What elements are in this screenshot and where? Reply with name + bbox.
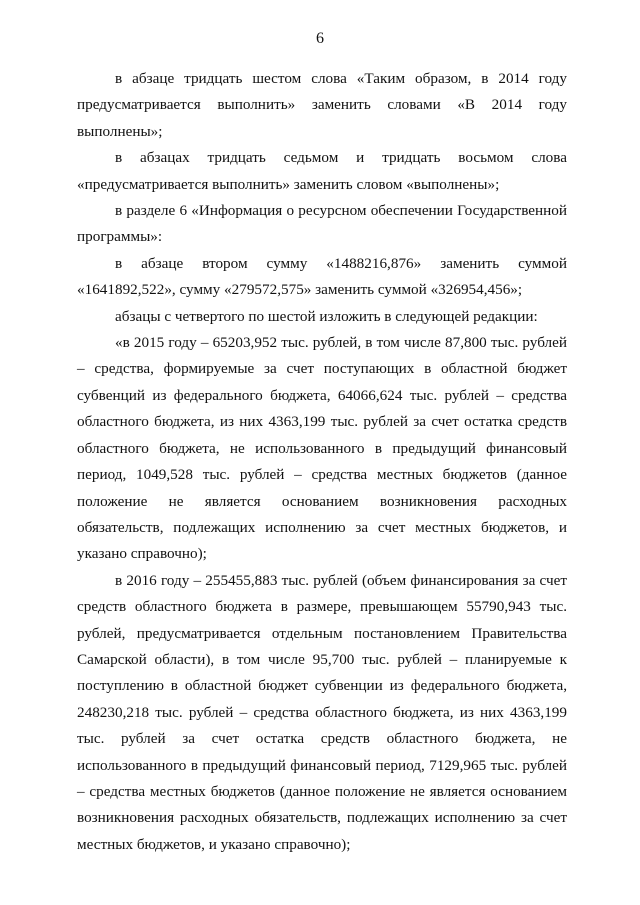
document-body [77,66,567,858]
page-number: 6 [316,30,324,47]
paragraph-6: «в 2015 году – 65203,952 тыс. рублей, в том числе 87,800 тыс. рублей – средства, формируемые за счет поступающих в областной бюджет субвенций из федерального бюджета, 64066,624 тыс. рублей – средства областного бюджета, из них 4363,199 тыс. рублей за счет остатка средств областного бюджета, не использованного в предыдущий финансовый период, 1049,528 тыс. рублей – средства местных бюджетов (данное положение не является основанием возникновения расходных обязательств, подлежащих исполнению за счет местных бюджетов, и указано справочно); [77,334,567,563]
paragraph-1: в абзаце тридцать шестом слова «Таким образом, в 2014 году предусматривается выполнить» заменить словами «В 2014 году выполнены»; [77,70,567,140]
paragraph-4: в абзаце втором сумму «1488216,876» заменить суммой «1641892,522», сумму «279572,575» заменить суммой «326954,456»; [77,254,567,299]
paragraph-7: в 2016 году – 255455,883 тыс. рублей (объем финансирования за счет средств областного бюджета в размере, превышающем 55790,943 тыс. рублей, предусматривается отдельным постановлением Правительства Самарской области), в том числе 95,700 тыс. рублей – планируемые к поступлению в областной бюджет субвенции из федерального бюджета, 248230,218 тыс. рублей – средства областного бюджета, из них 4363,199 тыс. рублей за счет остатка средств областного бюджета, не использованного в предыдущий финансовый период, 7129,965 тыс. рублей – средства местных бюджетов (данное положение не является основанием возникновения расходных обязательств, подлежащих исполнению за счет местных бюджетов, и указано справочно); [77,571,567,853]
paragraph-2: в абзацах тридцать седьмом и тридцать восьмом слова «предусматривается выполнить» заменить словом «выполнены»; [77,149,567,193]
paragraph-3: в разделе 6 «Информация о ресурсном обеспечении Государственной программы»: [77,202,567,246]
paragraph-5: абзацы с четвертого по шестой изложить в следующей редакции: [115,307,538,325]
